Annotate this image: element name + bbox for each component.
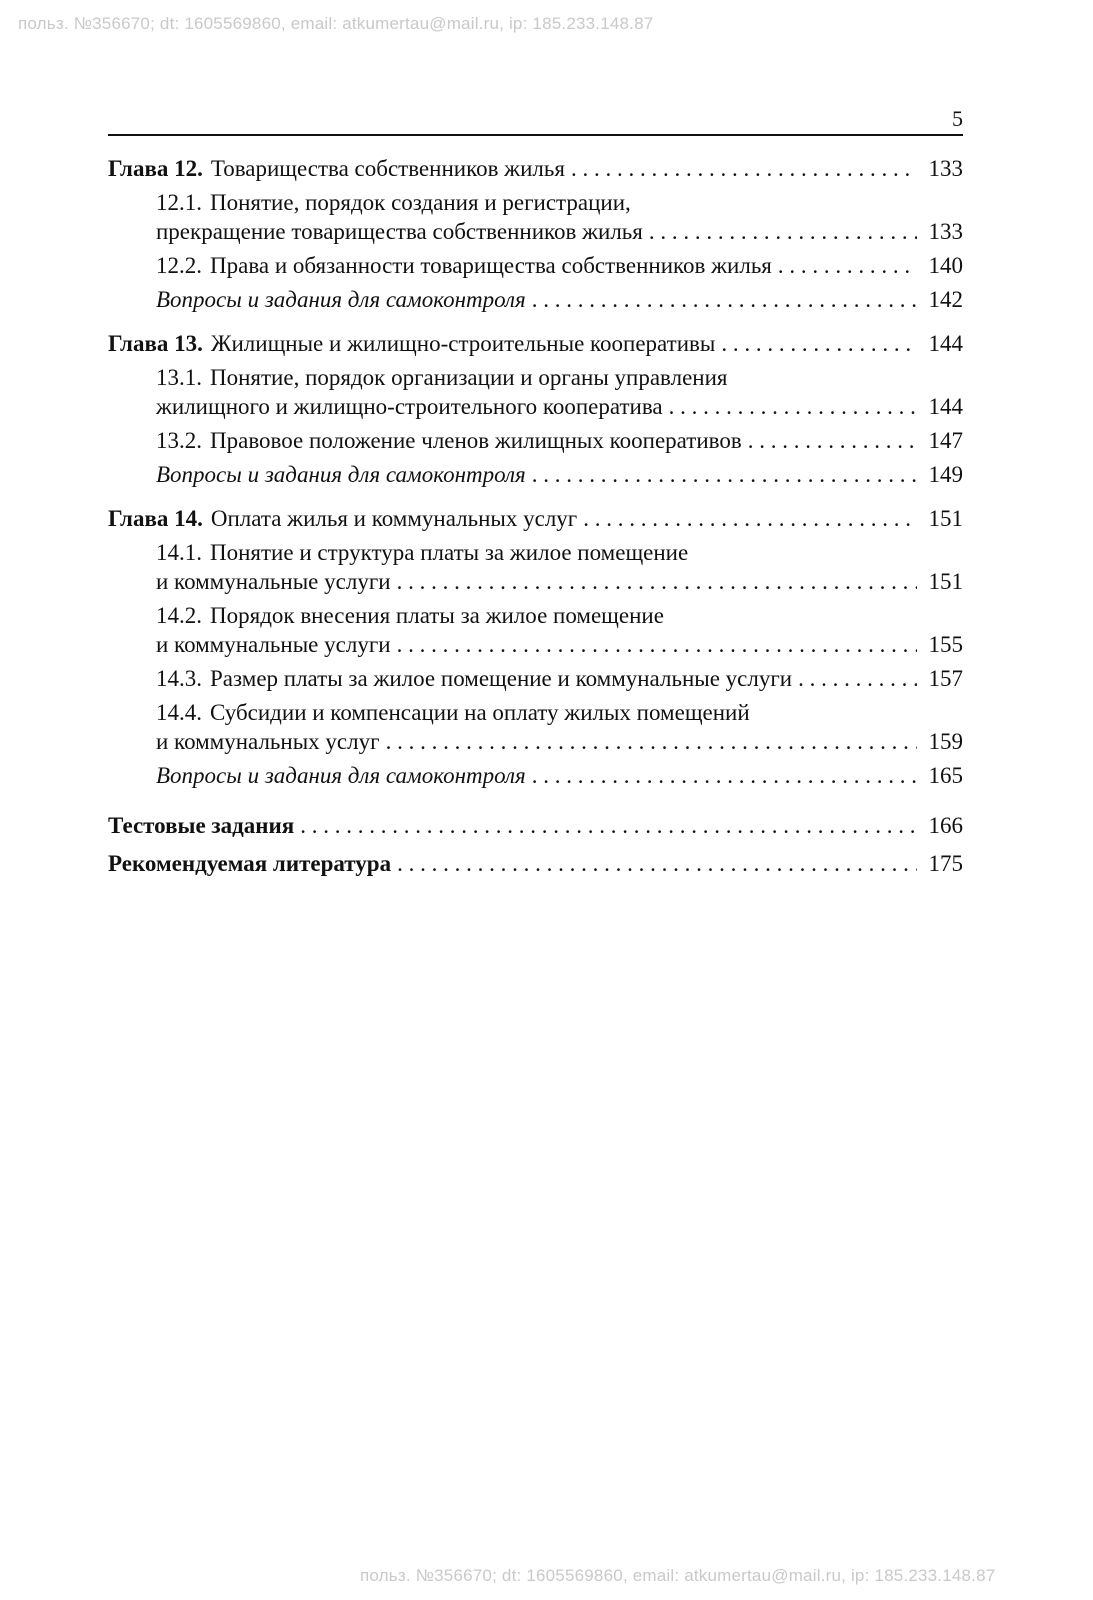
toc-literature[interactable]: [108, 845, 963, 879]
toc-tests[interactable]: [108, 807, 963, 841]
toc-section-14-4[interactable]: [108, 694, 963, 757]
toc-page: 155: [928, 632, 963, 657]
toc-section-14-2[interactable]: [108, 597, 963, 660]
page-number: 5: [952, 106, 963, 131]
toc-page: 140: [928, 253, 963, 278]
watermark-bottom: польз. №356670; dt: 1605569860, email: atkumertau@mail.ru, ip: 185.233.148.87: [360, 1566, 996, 1585]
table-of-contents: [108, 150, 963, 879]
section-prefix: 13.1.: [156, 365, 202, 390]
section-title-line1: Порядок внесения платы за жилое помещение: [210, 603, 664, 628]
toc-page: 144: [928, 394, 963, 419]
section-title-line1: Понятие, порядок организации и органы управления: [210, 365, 728, 390]
toc-section-12-2[interactable]: [108, 247, 963, 281]
leader-dots: [571, 156, 917, 182]
questions-title: Вопросы и задания для самоконтроля: [156, 462, 526, 487]
section-prefix: 13.2.: [156, 428, 202, 453]
chapter-prefix: Глава 13.: [108, 331, 203, 356]
toc-page: 147: [928, 428, 963, 453]
chapter-prefix: Глава 14.: [108, 506, 203, 531]
leader-dots: [669, 394, 917, 420]
header-rule: [108, 134, 963, 136]
chapter-title: Оплата жилья и коммунальных услуг: [210, 506, 578, 531]
section-prefix: 12.1.: [156, 190, 202, 215]
questions-title: Вопросы и задания для самоконтроля: [156, 287, 526, 312]
leader-dots: [300, 813, 917, 839]
toc-page: 151: [928, 506, 963, 531]
toc-section-13-1[interactable]: [108, 359, 963, 422]
toc-chapter-13[interactable]: [108, 325, 963, 359]
leader-dots: [649, 219, 917, 245]
leader-dots: [532, 462, 917, 488]
chapter-title: Жилищные и жилищно-строительные кооперативы: [210, 331, 716, 356]
toc-questions-12[interactable]: [108, 281, 963, 315]
leader-dots: [748, 428, 917, 454]
toc-page: 175: [928, 851, 963, 876]
toc-page: 159: [928, 729, 963, 754]
section-title-line2: жилищного и жилищно-строительного кооператива: [156, 394, 663, 419]
toc-page: 151: [928, 569, 963, 594]
section-title-line2: и коммунальные услуги: [156, 632, 391, 657]
toc-section-14-1[interactable]: [108, 534, 963, 597]
leader-dots: [778, 253, 917, 279]
toc-questions-13[interactable]: [108, 456, 963, 490]
watermark-top: польз. №356670; dt: 1605569860, email: atkumertau@mail.ru, ip: 185.233.148.87: [18, 14, 654, 33]
toc-page: 149: [928, 462, 963, 487]
toc-page: 133: [928, 156, 963, 181]
leader-dots: [397, 851, 917, 877]
toc-section-13-2[interactable]: [108, 422, 963, 456]
leader-dots: [532, 287, 917, 313]
toc-chapter-12[interactable]: [108, 150, 963, 184]
section-title-line1: Субсидии и компенсации на оплату жилых помещений: [210, 700, 750, 725]
leader-dots: [397, 569, 917, 595]
section-title-line1: Понятие и структура платы за жилое помещение: [210, 540, 689, 565]
toc-chapter-14[interactable]: [108, 500, 963, 534]
section-prefix: 12.2.: [156, 253, 202, 278]
tail-title: Рекомендуемая литература: [108, 851, 392, 876]
toc-page: 166: [928, 813, 963, 838]
section-prefix: 14.4.: [156, 700, 202, 725]
toc-page: 165: [928, 763, 963, 788]
section-title-line2: и коммунальных услуг: [156, 729, 380, 754]
leader-dots: [397, 632, 917, 658]
leader-dots: [798, 666, 917, 692]
section-title-line1: Понятие, порядок создания и регистрации,: [210, 190, 631, 215]
toc-questions-14[interactable]: [108, 757, 963, 791]
toc-section-14-3[interactable]: [108, 660, 963, 694]
toc-page: 144: [928, 331, 963, 356]
toc-page: 142: [928, 287, 963, 312]
leader-dots: [386, 729, 917, 755]
section-title-line2: и коммунальные услуги: [156, 569, 391, 594]
section-title: Правовое положение членов жилищных кооперативов: [210, 428, 742, 453]
leader-dots: [583, 506, 917, 532]
toc-page: 157: [928, 666, 963, 691]
leader-dots: [532, 763, 917, 789]
toc-section-12-1[interactable]: [108, 184, 963, 247]
section-title: Права и обязанности товарищества собственников жилья: [210, 253, 772, 278]
chapter-title: Товарищества собственников жилья: [210, 156, 565, 181]
section-title: Размер платы за жилое помещение и коммунальные услуги: [210, 666, 793, 691]
section-prefix: 14.1.: [156, 540, 202, 565]
section-title-line2: прекращение товарищества собственников жилья: [156, 219, 643, 244]
chapter-prefix: Глава 12.: [108, 156, 203, 181]
questions-title: Вопросы и задания для самоконтроля: [156, 763, 526, 788]
tail-title: Тестовые задания: [108, 813, 295, 838]
toc-page: 133: [928, 219, 963, 244]
section-prefix: 14.3.: [156, 666, 202, 691]
section-prefix: 14.2.: [156, 603, 202, 628]
leader-dots: [721, 331, 917, 357]
